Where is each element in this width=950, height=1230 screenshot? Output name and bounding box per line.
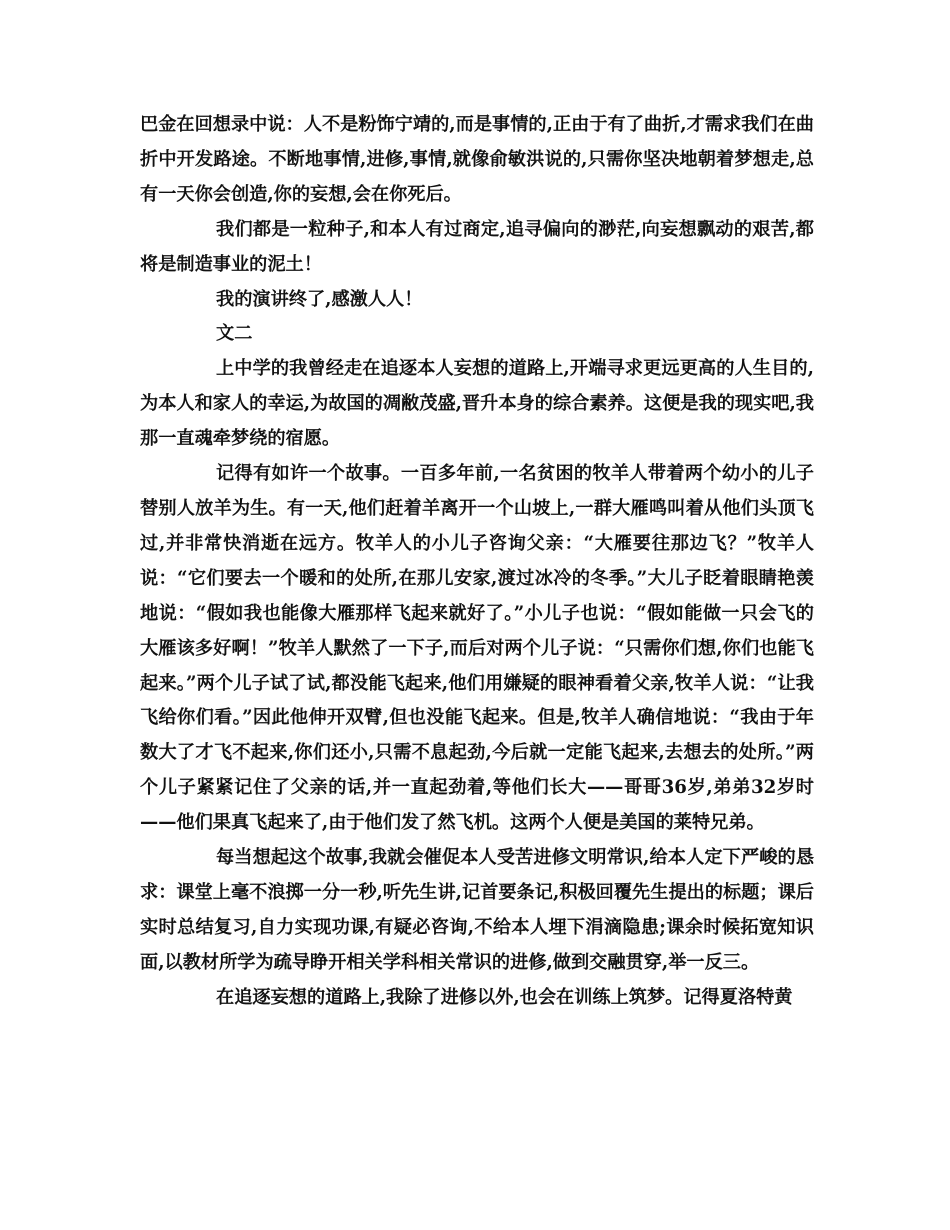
document-body <box>140 108 814 1016</box>
paragraph-training: 在追逐妄想的道路上,我除了进修以外,也会在训练上筑梦。记得夏洛特黄 <box>216 986 793 1008</box>
paragraph-goal: 上中学的我曾经走在追逐本人妄想的道路上,开端寻求更远更高的人生目的,为本人和家人的幸运,为故国的凋敝茂盛,晋升本身的综合素养。这便是我的现实吧,我那一直魂牵梦绕的宿愿。 <box>140 358 814 450</box>
paragraph-intro: 巴金在回想录中说：人不是粉饰宁靖的,而是事情的,正由于有了曲折,才需求我们在曲折中开发路途。不断地事情,进修,事情,就像俞敏洪说的,只需你坚决地朝着梦想走,总有一天你会创造,你的妄想,会在你死后。 <box>140 114 814 205</box>
paragraph-closing: 我的演讲终了,感激人人！ <box>216 288 423 310</box>
section-heading: 文二 <box>216 323 253 345</box>
paragraph-study: 每当想起这个故事,我就会催促本人受苦进修文明常识,给本人定下严峻的恳求：课堂上毫不浪掷一分一秒,听先生讲,记首要条记,积极回覆先生提出的标题；课后实时总结复习,自力实现功课,有疑必咨询,不给本人埋下涓滴隐患;课余时候拓宽知识面,以教材所学为疏导睁开相关学科相关常识的进修,做到交融贯穿,举一反三。 <box>140 847 814 973</box>
paragraph-story: 记得有如许一个故事。一百多年前,一名贫困的牧羊人带着两个幼小的儿子替别人放羊为生。有一天,他们赶着羊离开一个山坡上,一群大雁鸣叫着从他们头顶飞过,并非常快消逝在远方。牧羊人的小儿子咨询父亲：“大雁要往那边飞？”牧羊人说：“它们要去一个暖和的处所,在那儿安家,渡过冰冷的冬季。”大儿子眨着眼睛艳羡地说：“假如我也能像大雁那样飞起来就好了。”小儿子也说：“假如能做一只会飞的大雁该多好啊！”牧羊人默然了一下子,而后对两个儿子说：“只需你们想,你们也能飞起来。”两个儿子试了试,都没能飞起来,他们用嫌疑的眼神看着父亲,牧羊人说：“让我飞给你们看。”因此他伸开双臂,但也没能飞起来。但是,牧羊人确信地说：“我由于年数大了才飞不起来,你们还小,只需不息起劲,今后就一定能飞起来,去想去的处所。”两个儿子紧紧记住了父亲的话,并一直起劲着,等他们长大——哥哥36岁,弟弟32岁时——他们果真飞起来了,由于他们发了然飞机。这两个人便是美国的莱特兄弟。 <box>140 463 814 834</box>
paragraph-seed: 我们都是一粒种子,和本人有过商定,追寻偏向的渺茫,向妄想飘动的艰苦,都将是制造事业的泥土！ <box>140 218 814 275</box>
